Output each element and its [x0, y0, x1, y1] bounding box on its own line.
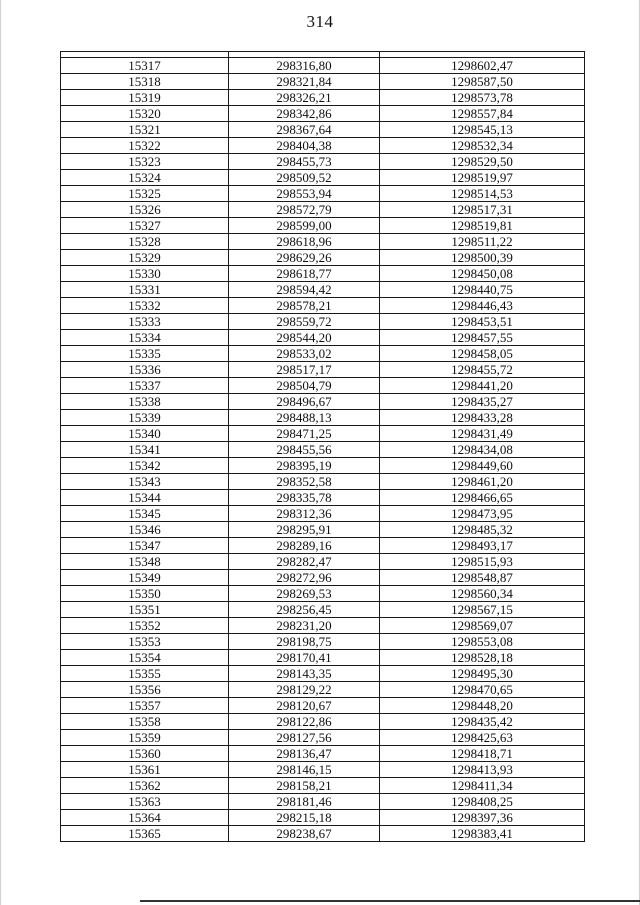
x-coordinate-cell: 298136,47	[229, 746, 380, 762]
x-coordinate-cell: 298352,58	[229, 474, 380, 490]
table-row	[61, 186, 585, 202]
y-coordinate-cell: 1298418,71	[380, 746, 585, 762]
table-row	[61, 746, 585, 762]
point-number-cell: 15341	[61, 442, 229, 458]
x-coordinate-cell: 298120,67	[229, 698, 380, 714]
x-coordinate-cell: 298122,86	[229, 714, 380, 730]
table-row	[61, 90, 585, 106]
x-coordinate-cell: 298455,73	[229, 154, 380, 170]
y-coordinate-cell: 1298425,63	[380, 730, 585, 746]
y-coordinate-cell: 1298500,39	[380, 250, 585, 266]
y-coordinate-cell: 1298517,31	[380, 202, 585, 218]
y-coordinate-cell: 1298557,84	[380, 106, 585, 122]
x-coordinate-cell: 298146,15	[229, 762, 380, 778]
table-row	[61, 138, 585, 154]
point-number-cell: 15357	[61, 698, 229, 714]
point-number-cell: 15331	[61, 282, 229, 298]
y-coordinate-cell: 1298435,42	[380, 714, 585, 730]
point-number-cell: 15362	[61, 778, 229, 794]
y-coordinate-cell: 1298560,34	[380, 586, 585, 602]
table-row	[61, 650, 585, 666]
y-coordinate-cell: 1298511,22	[380, 234, 585, 250]
point-number-cell: 15347	[61, 538, 229, 554]
point-number-cell: 15364	[61, 810, 229, 826]
y-coordinate-cell: 1298461,20	[380, 474, 585, 490]
table-row	[61, 778, 585, 794]
point-number-cell: 15343	[61, 474, 229, 490]
y-coordinate-cell: 1298449,60	[380, 458, 585, 474]
table-row	[61, 170, 585, 186]
x-coordinate-cell: 298170,41	[229, 650, 380, 666]
y-coordinate-cell: 1298495,30	[380, 666, 585, 682]
x-coordinate-cell: 298269,53	[229, 586, 380, 602]
table-row	[61, 538, 585, 554]
point-number-cell: 15335	[61, 346, 229, 362]
y-coordinate-cell: 1298433,28	[380, 410, 585, 426]
coordinates-table-body	[61, 52, 585, 842]
table-row	[61, 330, 585, 346]
point-number-cell: 15342	[61, 458, 229, 474]
point-number-cell: 15324	[61, 170, 229, 186]
x-coordinate-cell: 298289,16	[229, 538, 380, 554]
y-coordinate-cell: 1298411,34	[380, 778, 585, 794]
x-coordinate-cell: 298599,00	[229, 218, 380, 234]
x-coordinate-cell: 298629,26	[229, 250, 380, 266]
y-coordinate-cell: 1298455,72	[380, 362, 585, 378]
x-coordinate-cell: 298295,91	[229, 522, 380, 538]
y-coordinate-cell: 1298569,07	[380, 618, 585, 634]
point-number-cell: 15337	[61, 378, 229, 394]
x-coordinate-cell: 298158,21	[229, 778, 380, 794]
x-coordinate-cell: 298618,77	[229, 266, 380, 282]
table-row	[61, 282, 585, 298]
table-row	[61, 410, 585, 426]
bottom-rule	[140, 900, 640, 902]
point-number-cell: 15353	[61, 634, 229, 650]
table-row	[61, 794, 585, 810]
table-row	[61, 714, 585, 730]
x-coordinate-cell: 298553,94	[229, 186, 380, 202]
x-coordinate-cell: 298215,18	[229, 810, 380, 826]
y-coordinate-cell: 1298602,47	[380, 58, 585, 74]
y-coordinate-cell: 1298466,65	[380, 490, 585, 506]
y-coordinate-cell: 1298431,49	[380, 426, 585, 442]
point-number-cell: 15359	[61, 730, 229, 746]
x-coordinate-cell: 298282,47	[229, 554, 380, 570]
page-edge-left	[0, 0, 1, 905]
table-row	[61, 730, 585, 746]
point-number-cell: 15352	[61, 618, 229, 634]
x-coordinate-cell: 298321,84	[229, 74, 380, 90]
point-number-cell: 15321	[61, 122, 229, 138]
point-number-cell: 15346	[61, 522, 229, 538]
coordinates-table	[60, 51, 585, 842]
table-row	[61, 586, 585, 602]
y-coordinate-cell: 1298573,78	[380, 90, 585, 106]
x-coordinate-cell: 298594,42	[229, 282, 380, 298]
x-coordinate-cell: 298316,80	[229, 58, 380, 74]
table-row	[61, 202, 585, 218]
point-number-cell: 15330	[61, 266, 229, 282]
table-row	[61, 442, 585, 458]
x-coordinate-cell: 298231,20	[229, 618, 380, 634]
y-coordinate-cell: 1298470,65	[380, 682, 585, 698]
point-number-cell: 15328	[61, 234, 229, 250]
x-coordinate-cell: 298471,25	[229, 426, 380, 442]
y-coordinate-cell: 1298448,20	[380, 698, 585, 714]
x-coordinate-cell: 298198,75	[229, 634, 380, 650]
table-row	[61, 122, 585, 138]
x-coordinate-cell: 298181,46	[229, 794, 380, 810]
point-number-cell: 15349	[61, 570, 229, 586]
y-coordinate-cell: 1298553,08	[380, 634, 585, 650]
y-coordinate-cell: 1298519,97	[380, 170, 585, 186]
point-number-cell: 15325	[61, 186, 229, 202]
point-number-cell: 15361	[61, 762, 229, 778]
y-coordinate-cell: 1298440,75	[380, 282, 585, 298]
point-number-cell: 15340	[61, 426, 229, 442]
table-row	[61, 74, 585, 90]
point-number-cell: 15351	[61, 602, 229, 618]
point-number-cell: 15334	[61, 330, 229, 346]
point-number-cell: 15355	[61, 666, 229, 682]
y-coordinate-cell: 1298485,32	[380, 522, 585, 538]
x-coordinate-cell: 298455,56	[229, 442, 380, 458]
point-number-cell: 15345	[61, 506, 229, 522]
point-number-cell: 15326	[61, 202, 229, 218]
table-row	[61, 618, 585, 634]
x-coordinate-cell: 298496,67	[229, 394, 380, 410]
y-coordinate-cell: 1298473,95	[380, 506, 585, 522]
x-coordinate-cell: 298533,02	[229, 346, 380, 362]
point-number-cell: 15329	[61, 250, 229, 266]
y-coordinate-cell: 1298545,13	[380, 122, 585, 138]
y-coordinate-cell: 1298397,36	[380, 810, 585, 826]
y-coordinate-cell: 1298567,15	[380, 602, 585, 618]
x-coordinate-cell: 298326,21	[229, 90, 380, 106]
x-coordinate-cell: 298404,38	[229, 138, 380, 154]
point-number-cell: 15338	[61, 394, 229, 410]
y-coordinate-cell: 1298446,43	[380, 298, 585, 314]
x-coordinate-cell: 298143,35	[229, 666, 380, 682]
table-row	[61, 378, 585, 394]
x-coordinate-cell: 298335,78	[229, 490, 380, 506]
y-coordinate-cell: 1298458,05	[380, 346, 585, 362]
x-coordinate-cell: 298238,67	[229, 826, 380, 842]
x-coordinate-cell: 298559,72	[229, 314, 380, 330]
point-number-cell: 15322	[61, 138, 229, 154]
x-coordinate-cell: 298342,86	[229, 106, 380, 122]
point-number-cell: 15354	[61, 650, 229, 666]
point-number-cell: 15333	[61, 314, 229, 330]
x-coordinate-cell: 298509,52	[229, 170, 380, 186]
table-row	[61, 298, 585, 314]
y-coordinate-cell: 1298493,17	[380, 538, 585, 554]
point-number-cell: 15360	[61, 746, 229, 762]
table-row	[61, 346, 585, 362]
point-number-cell: 15323	[61, 154, 229, 170]
y-coordinate-cell: 1298450,08	[380, 266, 585, 282]
point-number-cell: 15319	[61, 90, 229, 106]
table-row	[61, 58, 585, 74]
point-number-cell: 15363	[61, 794, 229, 810]
table-row	[61, 810, 585, 826]
point-number-cell: 15339	[61, 410, 229, 426]
point-number-cell: 15327	[61, 218, 229, 234]
point-number-cell: 15320	[61, 106, 229, 122]
table-row	[61, 426, 585, 442]
y-coordinate-cell: 1298453,51	[380, 314, 585, 330]
table-row	[61, 554, 585, 570]
table-row	[61, 362, 585, 378]
table-row	[61, 490, 585, 506]
y-coordinate-cell: 1298528,18	[380, 650, 585, 666]
point-number-cell: 15344	[61, 490, 229, 506]
table-row	[61, 458, 585, 474]
table-row	[61, 602, 585, 618]
y-coordinate-cell: 1298529,50	[380, 154, 585, 170]
point-number-cell: 15365	[61, 826, 229, 842]
y-coordinate-cell: 1298457,55	[380, 330, 585, 346]
table-row	[61, 506, 585, 522]
x-coordinate-cell: 298544,20	[229, 330, 380, 346]
table-row	[61, 250, 585, 266]
table-row	[61, 218, 585, 234]
table-row	[61, 826, 585, 842]
x-coordinate-cell: 298488,13	[229, 410, 380, 426]
point-number-cell: 15317	[61, 58, 229, 74]
table-row	[61, 634, 585, 650]
y-coordinate-cell: 1298532,34	[380, 138, 585, 154]
y-coordinate-cell: 1298515,93	[380, 554, 585, 570]
y-coordinate-cell: 1298383,41	[380, 826, 585, 842]
table-row	[61, 266, 585, 282]
table-row	[61, 698, 585, 714]
x-coordinate-cell: 298312,36	[229, 506, 380, 522]
y-coordinate-cell: 1298413,93	[380, 762, 585, 778]
table-row	[61, 234, 585, 250]
table-row	[61, 474, 585, 490]
table-row	[61, 522, 585, 538]
table-row	[61, 682, 585, 698]
table-row	[61, 314, 585, 330]
x-coordinate-cell: 298395,19	[229, 458, 380, 474]
point-number-cell: 15358	[61, 714, 229, 730]
point-number-cell: 15350	[61, 586, 229, 602]
y-coordinate-cell: 1298434,08	[380, 442, 585, 458]
point-number-cell: 15348	[61, 554, 229, 570]
y-coordinate-cell: 1298441,20	[380, 378, 585, 394]
x-coordinate-cell: 298504,79	[229, 378, 380, 394]
page-number: 314	[306, 12, 334, 31]
x-coordinate-cell: 298367,64	[229, 122, 380, 138]
y-coordinate-cell: 1298514,53	[380, 186, 585, 202]
table-row	[61, 762, 585, 778]
y-coordinate-cell: 1298587,50	[380, 74, 585, 90]
point-number-cell: 15356	[61, 682, 229, 698]
table-row	[61, 666, 585, 682]
table-row	[61, 570, 585, 586]
x-coordinate-cell: 298517,17	[229, 362, 380, 378]
x-coordinate-cell: 298127,56	[229, 730, 380, 746]
y-coordinate-cell: 1298435,27	[380, 394, 585, 410]
point-number-cell: 15336	[61, 362, 229, 378]
table-row	[61, 154, 585, 170]
table-row	[61, 394, 585, 410]
x-coordinate-cell: 298618,96	[229, 234, 380, 250]
table-row	[61, 106, 585, 122]
point-number-cell: 15332	[61, 298, 229, 314]
x-coordinate-cell: 298578,21	[229, 298, 380, 314]
y-coordinate-cell: 1298408,25	[380, 794, 585, 810]
y-coordinate-cell: 1298519,81	[380, 218, 585, 234]
x-coordinate-cell: 298272,96	[229, 570, 380, 586]
x-coordinate-cell: 298572,79	[229, 202, 380, 218]
x-coordinate-cell: 298256,45	[229, 602, 380, 618]
y-coordinate-cell: 1298548,87	[380, 570, 585, 586]
x-coordinate-cell: 298129,22	[229, 682, 380, 698]
point-number-cell: 15318	[61, 74, 229, 90]
